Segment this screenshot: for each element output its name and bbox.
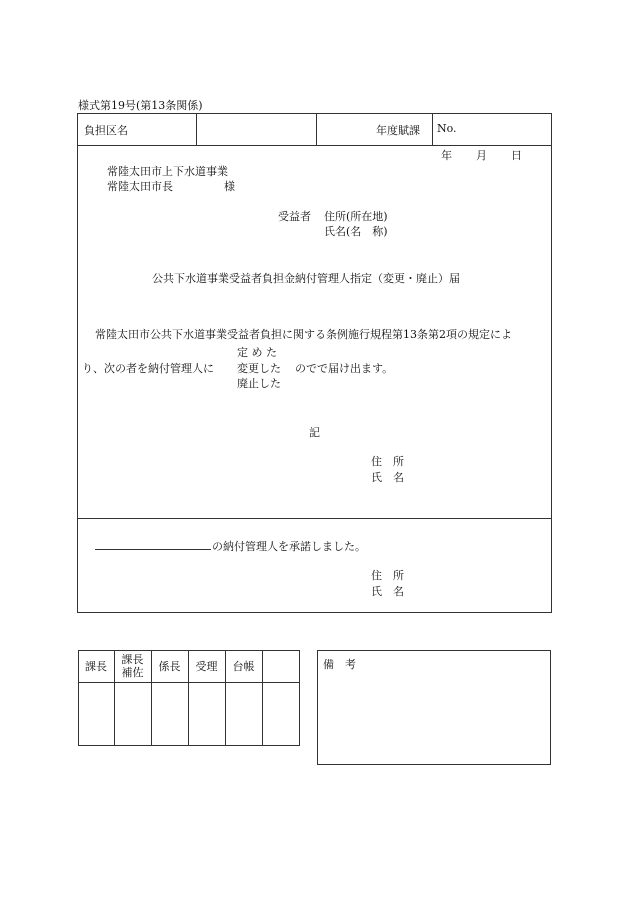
payer-area-label: 負担区名: [84, 124, 128, 137]
applicant-name-label: 氏名(名 称): [324, 225, 388, 238]
approval-stamp-received[interactable]: [189, 683, 224, 745]
applicant-role: 受益者: [278, 210, 311, 223]
fiscal-year-label: 年度賦課: [376, 124, 420, 137]
approval-header-blank: [262, 650, 300, 682]
recipient-honorific: 様: [224, 180, 235, 193]
body-line-2-prefix: り、次の者を納付管理人に: [82, 362, 214, 375]
acceptance-name-blank[interactable]: [95, 549, 211, 550]
acceptance-divider: [77, 518, 552, 519]
header-divider-3: [432, 113, 433, 145]
date-year: 年: [441, 149, 452, 162]
header-row-divider: [77, 145, 552, 146]
option-abolished: 廃止した: [237, 377, 281, 390]
note-heading: 記: [309, 426, 320, 439]
approval-stamp-subsection-chief[interactable]: [152, 683, 187, 745]
date-month: 月: [476, 149, 487, 162]
approval-header-received: 受理: [195, 659, 218, 673]
header-divider-2: [316, 113, 317, 145]
acceptance-address-label: 住 所: [371, 569, 404, 582]
form-number: 様式第19号(第13条関係): [78, 99, 203, 112]
manager-address-label: 住 所: [371, 455, 404, 468]
number-value[interactable]: [458, 118, 546, 142]
approval-header-assistant-chief: 課長 補佐: [121, 653, 144, 679]
approval-header-section-chief: 課長: [85, 659, 107, 673]
approval-stamp-section-chief[interactable]: [79, 683, 113, 745]
payer-area-value[interactable]: [200, 118, 312, 142]
approval-stamp-blank[interactable]: [263, 683, 299, 745]
option-established: 定 め た: [237, 346, 277, 359]
body-line-1: 常陸太田市公共下水道事業受益者負担に関する条例施行規程第13条第2項の規定によ: [95, 328, 512, 341]
approval-stamp-assistant-chief[interactable]: [115, 683, 150, 745]
option-changed: 変更した: [237, 362, 281, 375]
acceptance-name-label: 氏 名: [371, 585, 404, 598]
approval-header-ledger: 台帳: [232, 659, 255, 673]
remarks-label: 備 考: [323, 658, 356, 671]
applicant-address-label: 住所(所在地): [324, 210, 388, 223]
form-title: 公共下水道事業受益者負担金納付管理人指定（変更・廃止）届: [152, 272, 460, 285]
recipient-org: 常陸太田市上下水道事業: [107, 165, 228, 178]
approval-header-subsection-chief: 係長: [158, 659, 181, 673]
approval-stamp-ledger[interactable]: [226, 683, 261, 745]
header-divider-1: [196, 113, 197, 145]
number-label: No.: [437, 122, 457, 135]
acceptance-text: の納付管理人を承諾しました。: [212, 540, 366, 553]
manager-name-label: 氏 名: [371, 471, 404, 484]
body-line-2-suffix: のでで届け出ます。: [295, 362, 394, 375]
recipient-mayor: 常陸太田市長: [107, 180, 173, 193]
date-day: 日: [511, 149, 522, 162]
